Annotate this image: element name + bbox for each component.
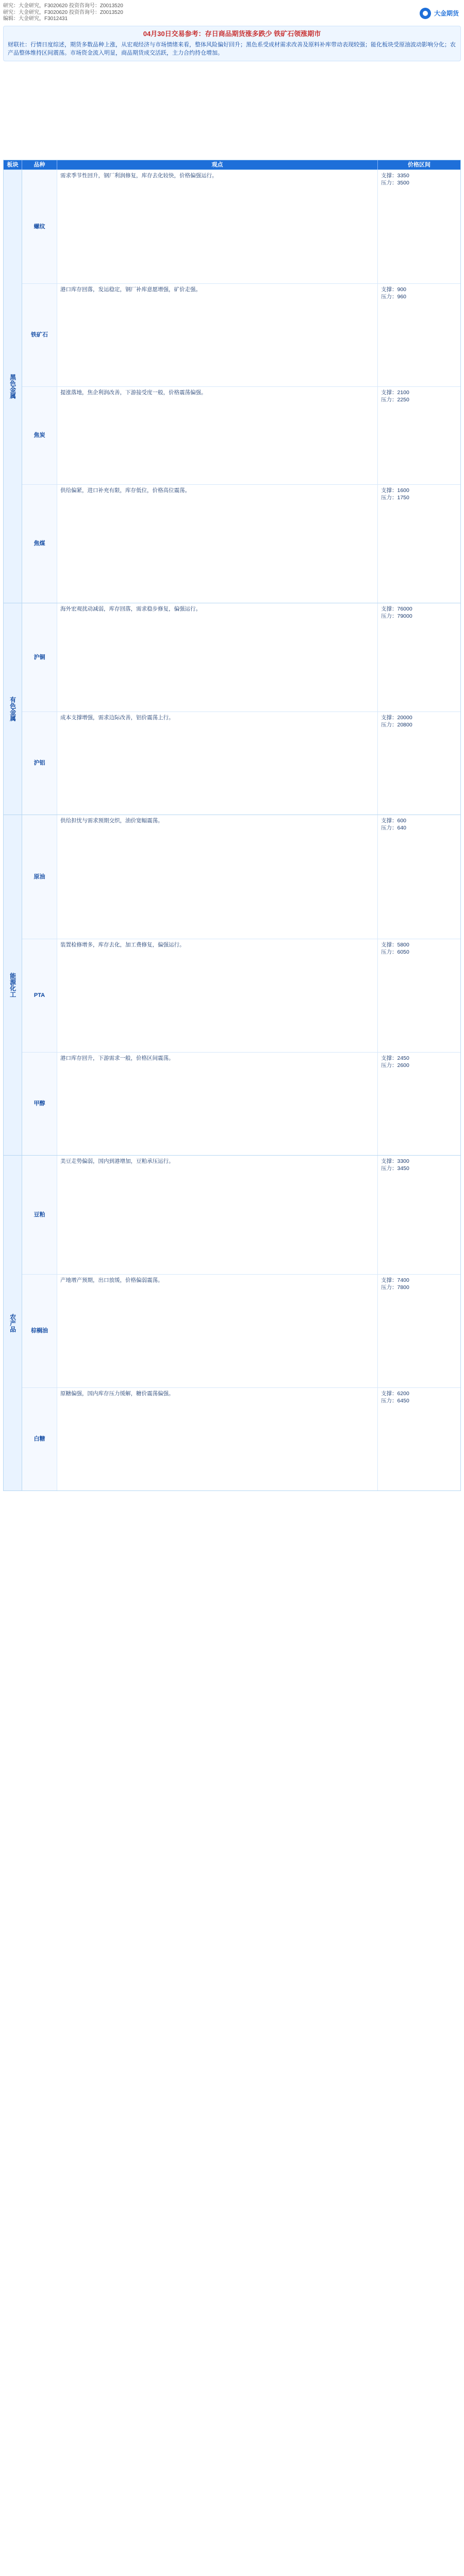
levels-text: 支撑：600 压力：640 (381, 818, 407, 832)
meta-line-3: 编辑：大金研究，F3012431 (3, 16, 68, 22)
view-text: 产地增产预期，出口放缓，价格偏弱震荡。 (57, 1275, 378, 1387)
view-text: 装置检修增多，库存去化，加工费修复，偏强运行。 (57, 939, 378, 1052)
sector-label: 有色金属 (4, 603, 22, 815)
symbol-name: 铁矿石 (22, 284, 57, 386)
sector-label: 能源化工 (4, 815, 22, 1155)
levels-text: 支撑：2100 压力：2250 (381, 389, 409, 403)
levels-text: 支撑：3350 压力：3500 (381, 173, 409, 187)
table-row (22, 1274, 460, 1387)
levels-text: 支撑：3300 压力：3450 (381, 1158, 409, 1172)
symbol-name: 甲醇 (22, 1053, 57, 1155)
table-row (22, 170, 460, 283)
section-black (4, 170, 460, 603)
symbol-name: 豆粕 (22, 1156, 57, 1274)
view-text: 成本支撑增强，需求边际改善，铝价震荡上行。 (57, 712, 378, 815)
meta-line-2: 研究：大金研究，F3020620 投资咨询号：Z0013520 (3, 9, 123, 15)
levels-text: 支撑：1600 压力：1750 (381, 487, 409, 501)
section-agri (4, 1155, 460, 1490)
view-text: 美豆走势偏弱，国内到港增加，豆粕承压运行。 (57, 1156, 378, 1274)
summary-text: 财联社：行情日度综述，期货多数品种上涨，从宏观经济与市场情绪来看，整体风险偏好回升；黑色系受成材需求改善及原料补库带动表现较强；能化板块受原油波动影响分化；农产品整体维持区间震荡。市场资金流入明显，商品期货成交活跃，主力合约持仓增加。 (8, 41, 456, 57)
section-nonferrous (4, 603, 460, 815)
view-text: 提涨落地，焦企利润改善，下游接受度一般，价格震荡偏强。 (57, 387, 378, 484)
table-row (22, 283, 460, 386)
futures-table (3, 160, 461, 1491)
levels-text: 支撑：6200 压力：6450 (381, 1391, 409, 1404)
table-row (22, 1387, 460, 1490)
section-rows (22, 170, 460, 603)
market-summary (3, 26, 461, 61)
view-text: 港口库存回落，发运稳定，钢厂补库意愿增强，矿价走强。 (57, 284, 378, 386)
view-text: 海外宏观扰动减弱，库存回落，需求稳步修复，偏强运行。 (57, 603, 378, 711)
levels-text: 支撑：20000 压力：20800 (381, 715, 412, 728)
symbol-name: 沪铜 (22, 603, 57, 711)
section-energy-chem (4, 815, 460, 1155)
section-rows (22, 1156, 460, 1490)
brand-logo-icon (420, 8, 431, 19)
view-text: 供给偏紧，进口补充有限，库存低位，价格高位震荡。 (57, 485, 378, 603)
table-row (22, 815, 460, 939)
brand-logo-text: 大金期货 (434, 9, 459, 17)
table-row (22, 603, 460, 711)
symbol-name: 螺纹 (22, 170, 57, 283)
header-view: 观点 (57, 160, 378, 170)
table-row (22, 1052, 460, 1155)
header-sector: 板块 (4, 160, 22, 170)
table-row (22, 939, 460, 1052)
symbol-name: 焦煤 (22, 485, 57, 603)
symbol-name: 沪铝 (22, 712, 57, 815)
symbol-name: PTA (22, 939, 57, 1052)
table-row (22, 711, 460, 815)
symbol-name: 棕榈油 (22, 1275, 57, 1387)
table-header (4, 160, 460, 170)
sector-label: 黑色金属 (4, 170, 22, 603)
view-text: 原糖偏强，国内库存压力缓解，糖价震荡偏强。 (57, 1388, 378, 1490)
sector-label: 农产品 (4, 1156, 22, 1490)
view-text: 供给担忧与需求预期交织，油价宽幅震荡。 (57, 815, 378, 939)
summary-title: 04月30日交易参考：存日商品期货涨多跌少 铁矿石领涨期市 (143, 30, 321, 38)
table-row (22, 1156, 460, 1274)
levels-text: 支撑：7400 压力：7800 (381, 1277, 409, 1291)
meta-line-1: 研究：大金研究，F3020620 投资咨询号：Z0013520 (3, 3, 123, 9)
table-row (22, 386, 460, 484)
levels-text: 支撑：5800 压力：6050 (381, 942, 409, 956)
view-text: 港口库存回升，下游需求一般，价格区间震荡。 (57, 1053, 378, 1155)
view-text: 需求季节性回升，钢厂利润修复，库存去化较快，价格偏强运行。 (57, 170, 378, 283)
section-rows (22, 603, 460, 815)
symbol-name: 焦炭 (22, 387, 57, 484)
header-meta (3, 3, 364, 23)
levels-text: 支撑：2450 压力：2600 (381, 1055, 409, 1069)
levels-text: 支撑：76000 压力：79000 (381, 606, 412, 620)
symbol-name: 原油 (22, 815, 57, 939)
table-row (22, 484, 460, 603)
section-rows (22, 815, 460, 1155)
brand-logo (420, 3, 461, 24)
symbol-name: 白糖 (22, 1388, 57, 1490)
header-levels: 价格区间 (408, 161, 430, 168)
header-symbol: 品种 (22, 160, 57, 170)
levels-text: 支撑：900 压力：960 (381, 286, 407, 300)
